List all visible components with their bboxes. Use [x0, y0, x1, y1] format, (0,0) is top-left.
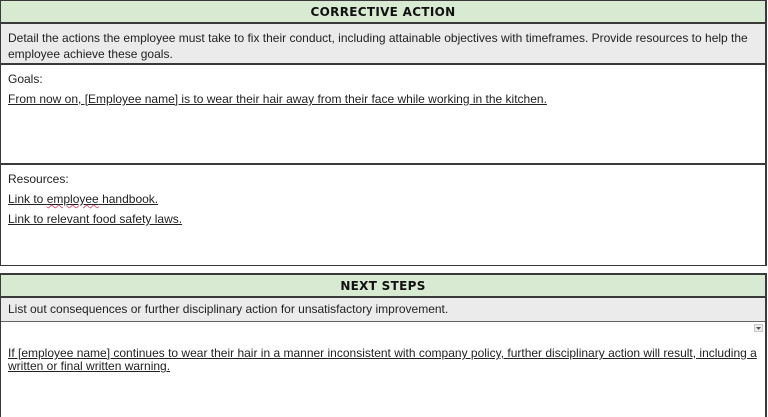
resources-label: Resources:: [8, 172, 69, 186]
next-steps-section: [0, 273, 767, 417]
corrective-action-description: Detail the actions the employee must take to fix their conduct, including attainable objectives with timeframes. Provide resources to help the employee achieve these goals.: [1, 24, 765, 65]
next-steps-description: List out consequences or further disciplinary action for unsatisfactory improvement.: [1, 298, 765, 322]
next-steps-content[interactable]: If [employee name] continues to wear their hair in a manner inconsistent with company policy, further disciplinary action will result, including a written or final written warning.: [8, 346, 757, 373]
dropdown-button[interactable]: [754, 324, 763, 332]
next-steps-header: NEXT STEPS: [1, 275, 765, 298]
goals-label: Goals:: [8, 72, 43, 86]
corrective-action-header: CORRECTIVE ACTION: [1, 1, 765, 24]
food-safety-laws-link[interactable]: Link to relevant food safety laws.: [8, 212, 183, 226]
link-text-after: handbook.: [98, 192, 159, 206]
resources-cell[interactable]: [1, 165, 765, 265]
chevron-down-icon: [756, 327, 761, 330]
goals-cell[interactable]: [1, 65, 765, 165]
link-text-before: Link to: [8, 192, 47, 206]
goal-item[interactable]: From now on, [Employee name] is to wear their hair away from their face while working in the kitchen.: [8, 92, 547, 106]
misspelled-word[interactable]: employee: [46, 192, 99, 206]
employee-handbook-link[interactable]: [8, 191, 758, 207]
next-steps-cell[interactable]: [1, 322, 765, 417]
